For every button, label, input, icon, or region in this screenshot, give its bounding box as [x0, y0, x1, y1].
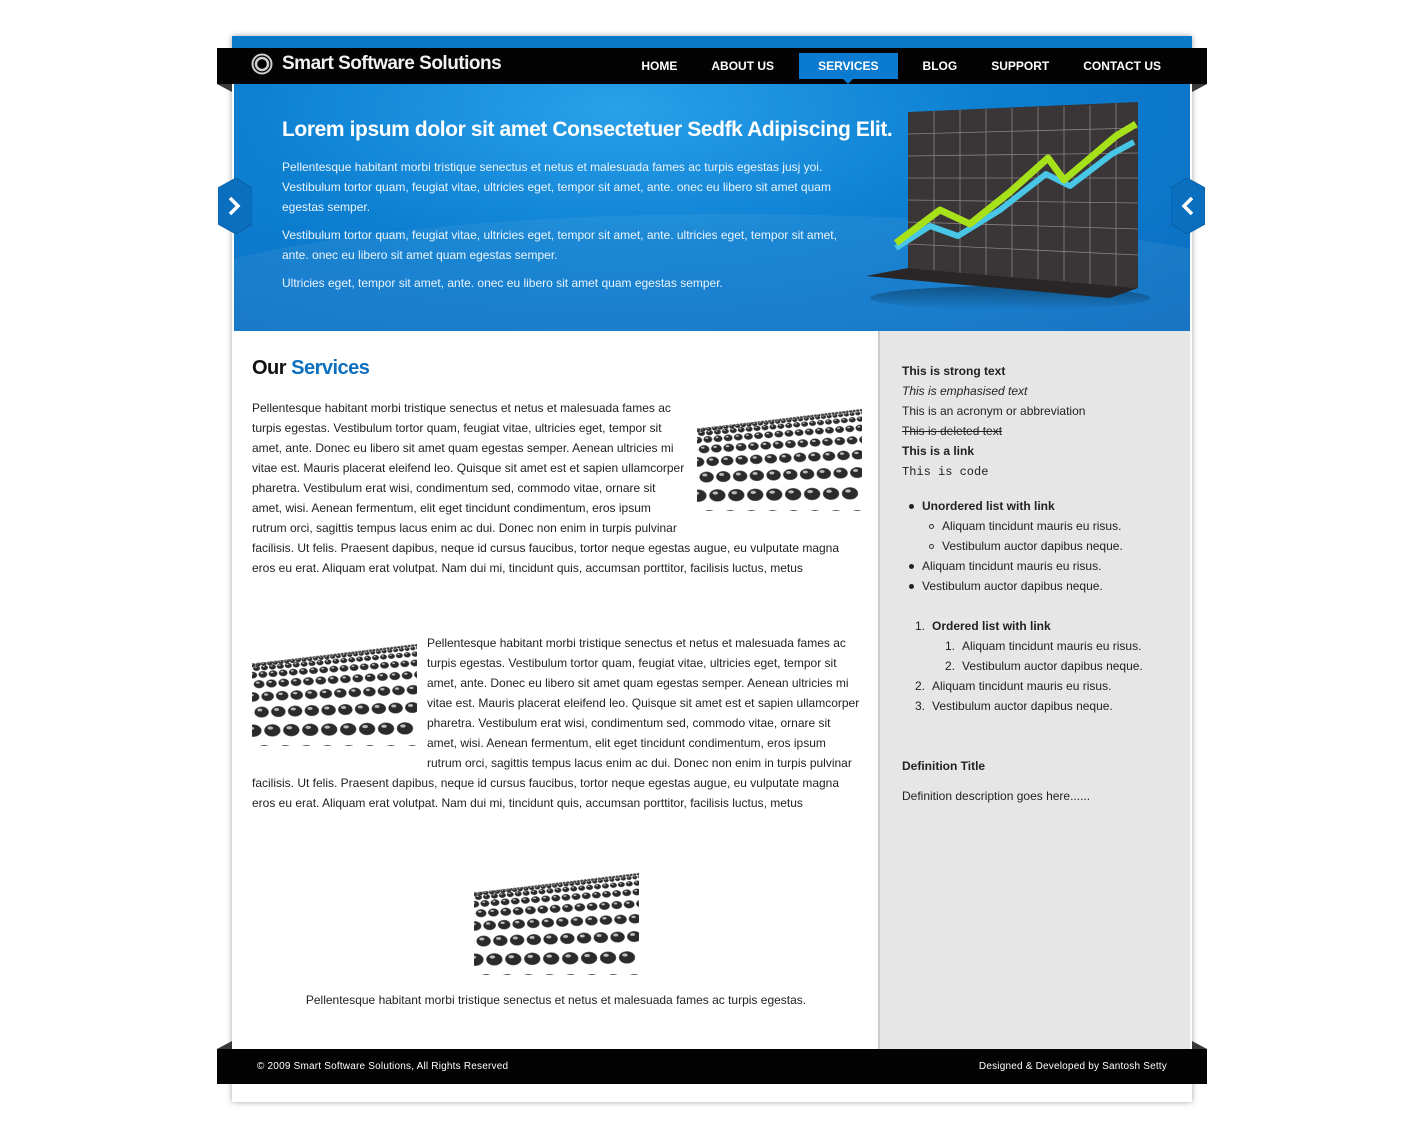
- brand-name: Smart Software Solutions: [282, 53, 502, 74]
- ul-item-3: Vestibulum auctor dapibus neque.: [922, 579, 1103, 593]
- title-part-services: Services: [291, 357, 370, 379]
- page-title: [252, 357, 369, 380]
- ol-sub-item-2: Vestibulum auctor dapibus neque.: [962, 659, 1143, 673]
- definition-description: Definition description goes here......: [902, 789, 1091, 803]
- ul-sub-item-1: Aliquam tincidunt mauris eu risus.: [942, 519, 1122, 533]
- nav-home[interactable]: HOME: [641, 59, 678, 73]
- nav-blog[interactable]: BLOG: [922, 59, 958, 73]
- paragraph-2-text: Pellentesque habitant morbi tristique senectus et netus et malesuada fames ac turpis egestas. Vestibulum tortor quam, feugiat vitae, ultricies eget, tempor sit amet, ante. Donec eu libero sit amet quam egestas semper. Aenean ultricies mi vitae est. Mauris placerat eleifend leo. Quisque sit amet est et sapien ullamcorper pharetra. Vestibulum erat wisi, condimentum sed, commodo vitae, ornare sit amet, wisi. Aenean fermentum, elit eget tincidunt condimentum, eros ipsum rutrum orci, sagittis tempus lacus enim ac dui. Donec non enim in turpis pulvinar facilisis. Ut felis. Praesent dapibus, neque id cursus faucibus, tortor neque egestas augue, eu vulputate magna eros eu erat. Aliquam erat volutpat. Nam dui mi, tincidunt quis, accumsan porttitor, facilisis luctus, metus: [252, 636, 860, 810]
- main-nav: [624, 53, 1207, 79]
- hero-banner: [234, 84, 1190, 331]
- footer-bar: [217, 1049, 1207, 1084]
- slider-prev-arrow[interactable]: [1171, 178, 1205, 234]
- header-bar: [217, 48, 1207, 84]
- ol-number: 1.: [915, 619, 926, 633]
- content-image-3: [474, 868, 639, 975]
- nav-services[interactable]: SERVICES: [799, 53, 897, 79]
- banner-title: Lorem ipsum dolor sit amet Consectetuer Sedfk Adipiscing Elit.: [282, 118, 893, 141]
- credit-text: Designed & Developed by Santosh Setty: [978, 1061, 1167, 1072]
- ol-sub-number: 1.: [945, 639, 956, 653]
- paragraph-1-text: Pellentesque habitant morbi tristique senectus et netus et malesuada fames ac turpis egestas. Vestibulum tortor quam, feugiat vitae, ultricies eget, tempor sit amet, ante. Donec eu libero sit amet quam egestas semper. Aenean ultricies mi vitae est. Mauris placerat eleifend leo. Quisque sit amet est et sapien ullamcorper pharetra. Vestibulum erat wisi, condimentum sed, commodo vitae, ornare sit amet, wisi. Aenean fermentum, elit eget tincidunt condimentum, eros ipsum rutrum orci, sagittis tempus lacus enim ac dui. Donec non enim in turpis pulvinar facilisis. Ut felis. Praesent dapibus, neque id cursus faucibus, tortor neque egestas augue, eu vulputate magna eros eu erat. Aliquam erat volutpat. Nam dui mi, tincidunt quis, accumsan porttitor, facilisis luctus, metus: [252, 401, 840, 575]
- ul-item-2: Aliquam tincidunt mauris eu risus.: [922, 559, 1102, 573]
- ol-item-2: Aliquam tincidunt mauris eu risus.: [932, 679, 1112, 693]
- banner-paragraph-2: Vestibulum tortor quam, feugiat vitae, ultricies eget, tempor sit amet, ante. ultricies eget, tempor sit amet, ante. onec eu libero sit amet quam egestas semper.: [282, 228, 837, 262]
- header-fold-right: [1192, 84, 1207, 92]
- header-fold-left: [217, 84, 232, 92]
- footer-fold-right: [1192, 1041, 1207, 1049]
- banner-paragraph-3: Ultricies eget, tempor sit amet, ante. onec eu libero sit amet quam egestas semper.: [282, 276, 723, 290]
- circle-bullet-icon: [929, 544, 934, 549]
- ol-number: 3.: [915, 699, 926, 713]
- top-accent-strip: [232, 36, 1192, 48]
- spheres-image: [474, 868, 639, 975]
- ul-head-link[interactable]: Unordered list with link: [922, 499, 1055, 513]
- ol-sub-item-1: Aliquam tincidunt mauris eu risus.: [962, 639, 1142, 653]
- ul-sub-item-2: Vestibulum auctor dapibus neque.: [942, 539, 1123, 553]
- ol-sub-number: 2.: [945, 659, 956, 673]
- title-part-our: Our: [252, 357, 287, 379]
- deleted-text: This is deleted text: [902, 424, 1003, 438]
- emphasised-text: This is emphasised text: [902, 384, 1028, 398]
- sidebar: [878, 331, 1190, 1049]
- slider-next-arrow[interactable]: [218, 178, 252, 234]
- nav-support[interactable]: SUPPORT: [991, 59, 1050, 73]
- ol-item-3: Vestibulum auctor dapibus neque.: [932, 699, 1113, 713]
- copyright-text: © 2009 Smart Software Solutions, All Rights Reserved: [257, 1061, 509, 1072]
- acronym-text: This is an acronym or abbreviation: [902, 404, 1086, 418]
- strong-text: This is strong text: [902, 364, 1006, 378]
- definition-title: Definition Title: [902, 759, 986, 773]
- image-caption: Pellentesque habitant morbi tristique senectus et netus et malesuada fames ac turpis egestas.: [305, 993, 807, 1007]
- bullet-icon: [909, 584, 914, 589]
- growth-chart-illustration: [860, 98, 1150, 313]
- float-spacer: [252, 633, 427, 767]
- paragraph-1: [252, 398, 862, 578]
- sample-link[interactable]: This is a link: [902, 444, 975, 458]
- gear-icon: [251, 53, 273, 75]
- main-content: [234, 331, 878, 1049]
- banner-paragraph-1: Pellentesque habitant morbi tristique senectus et netus et malesuada fames ac turpis egestas jusj yoi. Vestibulum tortor quam, feugiat vitae, ultricies eget, tempor sit amet, ante. onec eu libero sit amet quam egestas semper.: [282, 160, 831, 214]
- code-text: This is code: [902, 465, 989, 479]
- ol-head-link[interactable]: Ordered list with link: [932, 619, 1051, 633]
- circle-bullet-icon: [929, 524, 934, 529]
- nav-contact-us[interactable]: CONTACT US: [1083, 59, 1161, 73]
- float-spacer: [687, 398, 862, 532]
- bullet-icon: [909, 564, 914, 569]
- nav-about-us[interactable]: ABOUT US: [711, 59, 775, 73]
- ol-number: 2.: [915, 679, 926, 693]
- footer-fold-left: [217, 1041, 232, 1049]
- bullet-icon: [909, 504, 914, 509]
- paragraph-2: [252, 633, 862, 813]
- logo[interactable]: [251, 53, 501, 75]
